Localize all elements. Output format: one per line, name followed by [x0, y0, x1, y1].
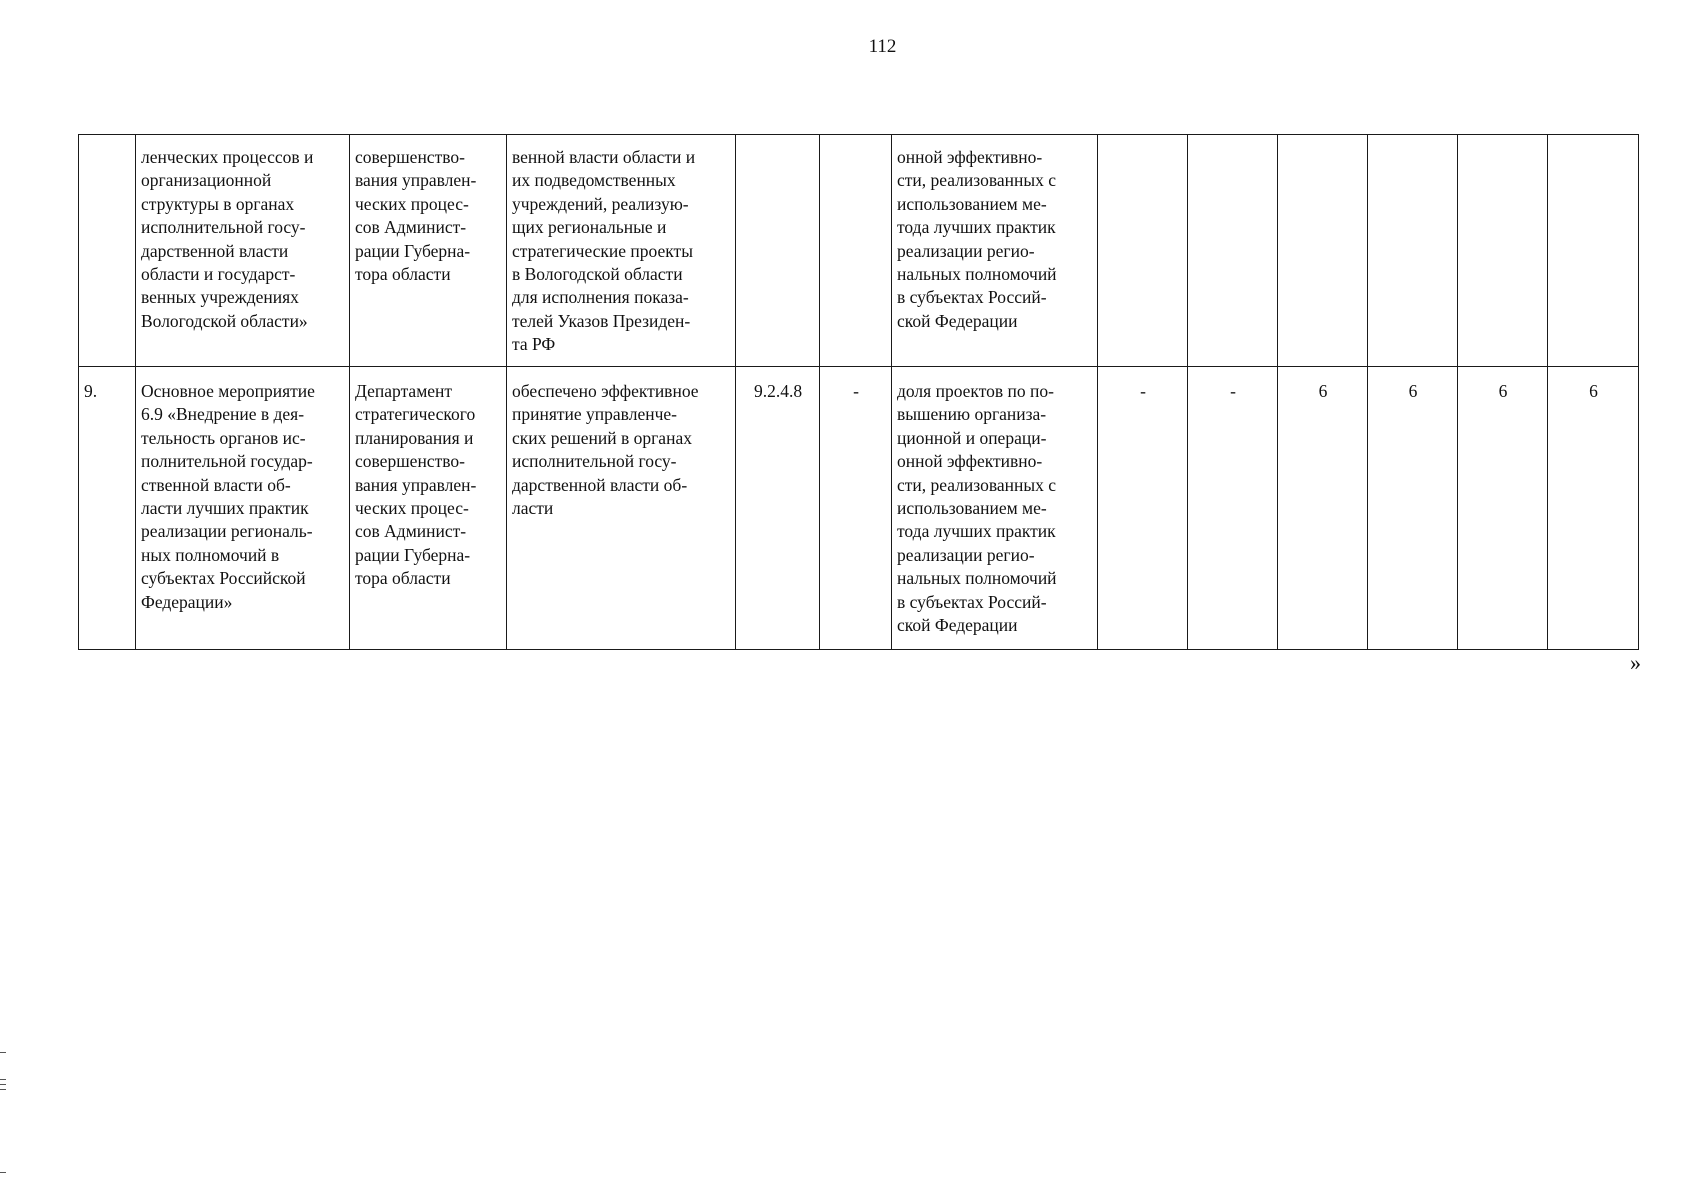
scan-margin-mark: [0, 1052, 6, 1053]
cell-indicator: онной эффективно- сти, реализованных с использованием ме- тода лучших практик реализации регио- нальных полномочий в субъектах Россий- ской Федерации: [892, 135, 1098, 367]
table-row-9: [79, 367, 1639, 650]
cell-value-1: -: [1098, 367, 1188, 650]
cell-mark: [820, 135, 892, 367]
cell-value-3: 6: [1278, 367, 1368, 650]
cell-value-4: 6: [1368, 367, 1458, 650]
cell-executor: совершенство- вания управлен- ческих процес- сов Админист- рации Губерна- тора области: [350, 135, 507, 367]
scan-margin-mark: [0, 1084, 6, 1085]
cell-expected-result: обеспечено эффективное принятие управленче- ских решений в органах исполнительной госу- дарственной власти об- ласти: [507, 367, 736, 650]
cell-expected-result: венной власти области и их подведомственных учреждений, реализую- щих региональные и стратегические проекты в Вологодской области для исполнения показа- телей Указов Президен- та РФ: [507, 135, 736, 367]
cell-code: [736, 135, 820, 367]
cell-mark: -: [820, 367, 892, 650]
cell-value-5: [1458, 135, 1548, 367]
scan-margin-mark: [0, 1089, 6, 1090]
cell-value-1: [1098, 135, 1188, 367]
cell-number: [79, 135, 136, 367]
cell-value-5: 6: [1458, 367, 1548, 650]
cell-value-3: [1278, 135, 1368, 367]
cell-code: 9.2.4.8: [736, 367, 820, 650]
page-number: 112: [868, 36, 897, 57]
cell-value-6: [1548, 135, 1639, 367]
scan-margin-mark: [0, 1079, 6, 1080]
closing-quote: »: [1630, 650, 1641, 675]
cell-event-name: Основное мероприятие 6.9 «Внедрение в дея- тельность органов ис- полнительной государ- ственной власти об- ласти лучших практик реализации региональ- ных полномочий в субъектах Российской Федерации»: [136, 367, 350, 650]
table-row-continuation: [79, 135, 1639, 367]
cell-value-2: [1188, 135, 1278, 367]
cell-executor: Департамент стратегического планирования и совершенство- вания управлен- ческих процес- сов Админист- рации Губерна- тора области: [350, 367, 507, 650]
scan-margin-mark: [0, 1172, 6, 1173]
cell-value-2: -: [1188, 367, 1278, 650]
cell-value-4: [1368, 135, 1458, 367]
cell-indicator: доля проектов по по- вышению организа- ционной и операци- онной эффективно- сти, реализованных с использованием ме- тода лучших практик реализации регио- нальных полномочий в субъектах Россий- ской Федерации: [892, 367, 1098, 650]
program-table: [78, 134, 1639, 650]
cell-value-6: 6: [1548, 367, 1639, 650]
cell-event-name: ленческих процессов и организационной структуры в органах исполнительной госу- дарственной власти области и государст- венных учреждениях Вологодской области»: [136, 135, 350, 367]
cell-number: 9.: [79, 367, 136, 650]
